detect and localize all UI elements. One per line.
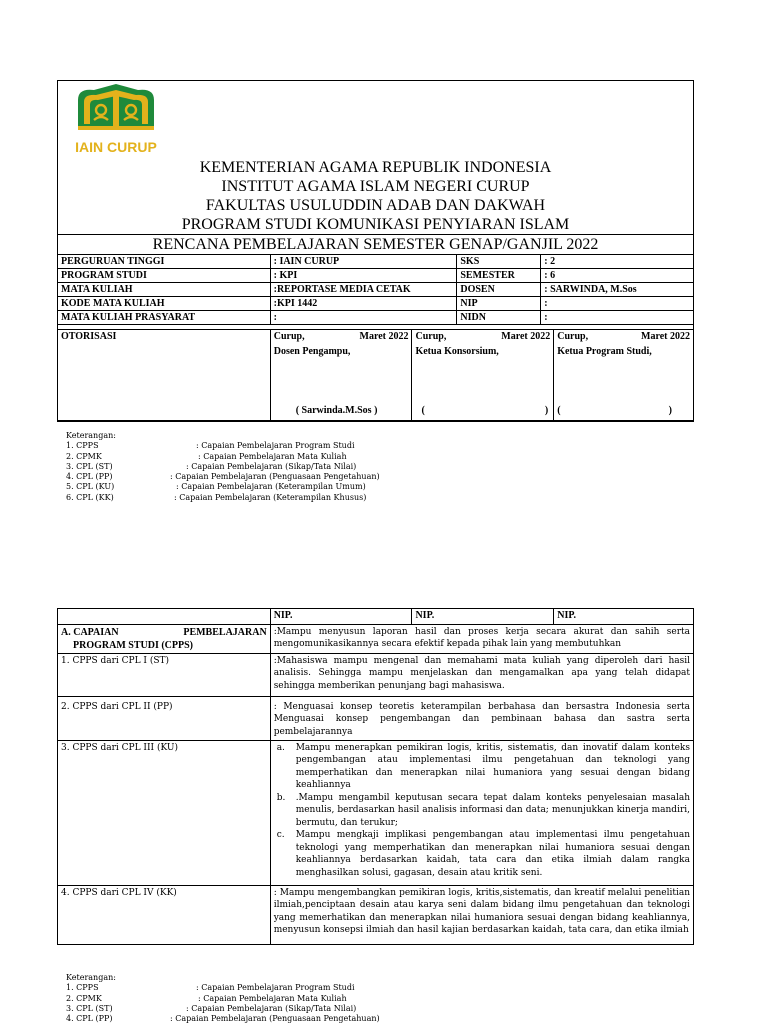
info-value: : [541, 311, 694, 325]
info-label: PERGURUAN TINGGI [58, 255, 271, 269]
info-value: : [541, 297, 694, 311]
nip-cell: NIP. [554, 609, 694, 625]
legend-item: 1. CPPS : Capaian Pembelajaran Program Studi [66, 441, 355, 451]
info-value: :KPI 1442 [270, 297, 457, 311]
cpps-row-label: 2. CPPS dari CPL II (PP) [58, 696, 271, 740]
sign-name-open: ( [557, 405, 561, 416]
sign-name-open: ( [421, 405, 425, 416]
table-row [58, 740, 694, 885]
sign-role: Ketua Program Studi, [557, 346, 652, 357]
table-row [58, 269, 694, 283]
cpps-row-label: 1. CPPS dari CPL I (ST) [58, 653, 271, 696]
signature-cell [412, 330, 554, 421]
info-label: MATA KULIAH [58, 283, 271, 297]
cpps-row-label: 3. CPPS dari CPL III (KU) [58, 740, 271, 885]
sign-place: Curup, [415, 331, 447, 342]
info-label: KODE MATA KULIAH [58, 297, 271, 311]
legend-title: Keterangan: [66, 431, 116, 440]
legend-item: 6. CPL (KK) : Capaian Pembelajaran (Keterampilan Khusus) [66, 492, 367, 502]
info-label: NIDN [457, 311, 541, 325]
sign-place: Curup, [273, 331, 305, 342]
otorisasi-label: OTORISASI [58, 330, 271, 421]
table-row [58, 653, 694, 696]
header-ministry: KEMENTERIAN AGAMA REPUBLIK INDONESIA [199, 159, 552, 176]
sign-date: Maret 2022 [641, 331, 690, 342]
info-value: : KPI [270, 269, 457, 283]
info-label: PROGRAM STUDI [58, 269, 271, 283]
table-row [58, 330, 694, 421]
iain-curup-logo [64, 84, 168, 156]
cpps-table [57, 608, 694, 945]
info-label: SKS [457, 255, 541, 269]
legend-title: Keterangan: [66, 973, 116, 982]
sign-place: Curup, [557, 331, 589, 342]
table-row [58, 696, 694, 740]
document-title: RENCANA PEMBELAJARAN SEMESTER GENAP/GANJIL 2022 [152, 236, 599, 253]
authorization-table [57, 329, 694, 421]
nip-cell: NIP. [412, 609, 554, 625]
legend-block-2 [66, 973, 396, 1024]
table-row [58, 311, 694, 325]
sign-date: Maret 2022 [359, 331, 409, 342]
legend-item: 3. CPL (ST) : Capaian Pembelajaran (Sikap/Tata Nilai) [66, 461, 357, 471]
logo-text: IAIN CURUP [75, 139, 157, 155]
info-value: : [270, 311, 457, 325]
legend-item: 5. CPL (KU) : Capaian Pembelajaran (Keterampilan Umum) [66, 482, 366, 492]
info-label: NIP [457, 297, 541, 311]
list-item: b. .Mampu mengambil keputusan secara tepat dalam konteks penyelesaian masalah menulis, berdasarkan hasil analisis informasi dan data; menunjukkan kinerja mandiri, bermutu, dan terukur; [276, 792, 690, 828]
nip-cell: NIP. [270, 609, 412, 625]
info-label: MATA KULIAH PRASYARAT [58, 311, 271, 325]
course-info-table [57, 254, 694, 325]
info-value: : SARWINDA, M.Sos [541, 283, 694, 297]
cpps-row-list [270, 740, 693, 885]
cpps-row-text: : Menguasai konsep teoretis keterampilan berbahasa dan bersastra Indonesia serta Menguasai konsep pengembangan dan pembinaan bahasa dan sastra serta pembelajarannya [270, 696, 693, 740]
table-row [58, 283, 694, 297]
sign-name: ( Sarwinda.M.Sos ) [295, 405, 378, 416]
legend-item: 4. CPL (PP) : Capaian Pembelajaran (Penguasaan Pengetahuan) [66, 472, 380, 482]
legend-block [66, 431, 396, 503]
cpps-row-text: :Mahasiswa mampu mengenal dan memahami mata kuliah yang diperoleh dari hasil analisis. Sehingga mampu menjelaskan dan mengamalkan apa yang telah didapat sehingga memberikan penunjang bagi mahasiswa. [270, 653, 693, 696]
list-item: a. Mampu menerapkan pemikiran logis, kritis, sistematis, dan inovatif dalam konteks pengembangan atau implementasi ilmu pengetahuan dan teknologi yang memperhatikan dan menerapkan nilai humaniora yang sesuai dengan bidang keahliannya [276, 742, 690, 790]
header-program: PROGRAM STUDI KOMUNIKASI PENYIARAN ISLAM [181, 216, 570, 233]
info-value: : IAIN CURUP [270, 255, 457, 269]
cpps-section-text: :Mampu menyusun laporan hasil dan proses kerja secara akurat dan sahih serta mengomunikasikannya secara efektif kepada pihak lain yang membutuhkan [270, 624, 693, 653]
info-value: : 2 [541, 255, 694, 269]
legend-item: 1. CPPS : Capaian Pembelajaran Program Studi [66, 983, 355, 993]
info-value: : 6 [541, 269, 694, 283]
sign-role: Dosen Pengampu, [273, 346, 351, 357]
sign-name-close: ) [544, 405, 549, 416]
cpps-row-text: : Mampu mengembangkan pemikiran logis, kritis,sistematis, dan kreatif melalui penelitian ilmiah,penciptaan desain atau karya seni dalam bidang ilmu pengetahuan dan teknologi yang memerhatikan dan menerapkan nilai humaniora sesuai dengan bidang keahliannya, menyusun konsepsi ilmiah dan hasil kajian berdasarkan kaidah, tata cara, dan etika ilmiah [270, 885, 693, 944]
legend-item: 4. CPL (PP) : Capaian Pembelajaran (Penguasaan Pengetahuan) [66, 1014, 380, 1024]
table-row [58, 885, 694, 944]
header-faculty: FAKULTAS USULUDDIN ADAB DAN DAKWAH [205, 197, 546, 214]
table-row [58, 297, 694, 311]
table-row [58, 255, 694, 269]
list-item: c. Mampu mengkaji implikasi pengembangan atau implementasi ilmu pengetahuan teknologi yang memperhatikan dan menerapkan nilai humaniora sesuai dengan keahliannya berdasarkan kaidah, tata cara dan etika ilmiah dalam rangka menghasilkan solusi, gagasan, desain atau kritik seni. [276, 830, 690, 878]
sign-name-close: ) [668, 405, 672, 416]
table-row [58, 624, 694, 653]
signature-cell [554, 330, 694, 421]
sign-date: Maret 2022 [501, 331, 551, 342]
cpps-row-label: 4. CPPS dari CPL IV (KK) [58, 885, 271, 944]
info-value: :REPORTASE MEDIA CETAK [270, 283, 457, 297]
table-row [58, 609, 694, 625]
header-institute: INSTITUT AGAMA ISLAM NEGERI CURUP [221, 178, 530, 195]
info-label: DOSEN [457, 283, 541, 297]
signature-cell [270, 330, 412, 421]
legend-item: 3. CPL (ST) : Capaian Pembelajaran (Sikap/Tata Nilai) [66, 1003, 357, 1013]
legend-item: 2. CPMK : Capaian Pembelajaran Mata Kuliah [66, 451, 347, 461]
info-label: SEMESTER [457, 269, 541, 283]
cpps-section-label: A. CAPAIAN PEMBELAJARAN PROGRAM STUDI (CPPS) [58, 624, 271, 653]
legend-item: 2. CPMK : Capaian Pembelajaran Mata Kuliah [66, 993, 347, 1003]
sign-role: Ketua Konsorsium, [415, 346, 499, 357]
